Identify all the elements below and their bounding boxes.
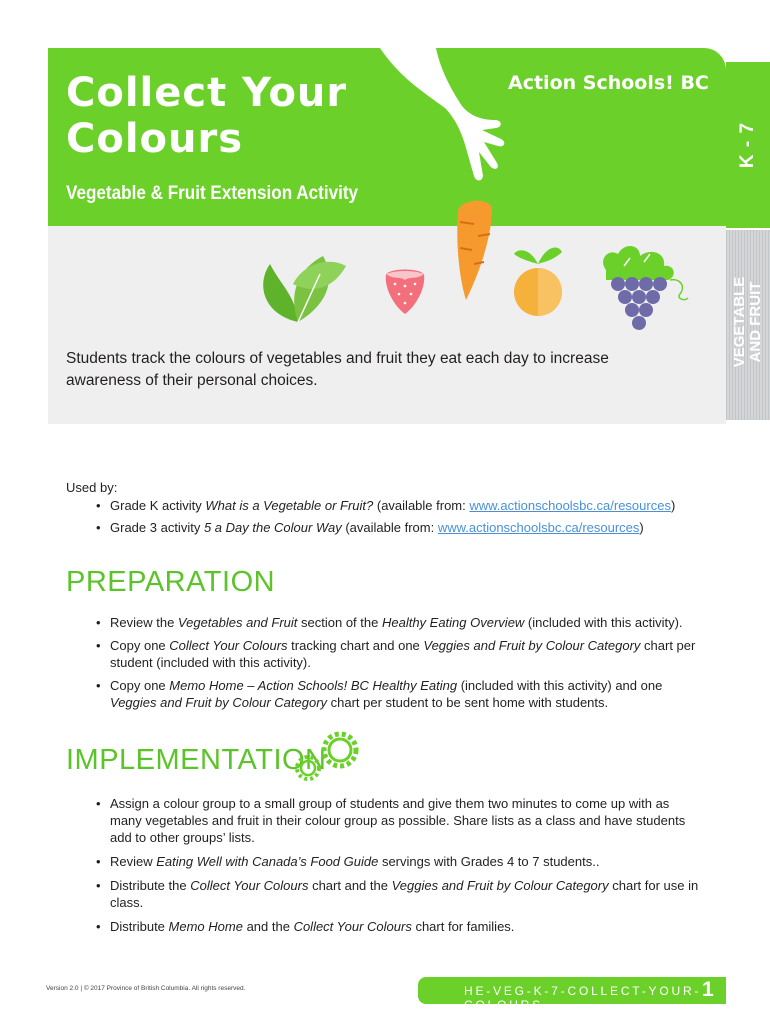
implementation-list xyxy=(92,795,702,942)
list-item: • Review the Vegetables and Fruit section of the Healthy Eating Overview (included with this activity). xyxy=(92,614,702,631)
list-item: • Review Eating Well with Canada’s Food Guide servings with Grades 4 to 7 students.. xyxy=(92,853,702,870)
carrot-icon xyxy=(444,178,504,303)
used-by-list xyxy=(92,497,692,541)
list-item: • Distribute the Collect Your Colours chart and the Veggies and Fruit by Colour Category chart for use in class. xyxy=(92,877,702,911)
page-title: Collect Your Colours xyxy=(66,70,348,162)
leaf-icon xyxy=(258,244,348,324)
grapes-icon xyxy=(594,240,696,340)
list-item: • Grade 3 activity 5 a Day the Colour Way (available from: www.actionschoolsbc.ca/resources) xyxy=(92,519,692,536)
strawberry-icon xyxy=(380,266,430,316)
list-item: • Grade K activity What is a Vegetable or Fruit? (available from: www.actionschoolsbc.ca/resources) xyxy=(92,497,692,514)
hand-illustration xyxy=(370,48,520,198)
gears-icon xyxy=(292,728,364,784)
list-item: • Distribute Memo Home and the Collect Your Colours chart for families. xyxy=(92,918,702,935)
resources-link[interactable]: www.actionschoolsbc.ca/resources xyxy=(437,520,640,535)
list-item: • Copy one Memo Home – Action Schools! BC Healthy Eating (included with this activity) and one Veggies and Fruit by Colour Category chart per student to be sent home with students. xyxy=(92,677,702,711)
used-by-label: Used by: xyxy=(66,480,118,495)
preparation-heading: PREPARATION xyxy=(66,566,276,598)
topic-tab-label: VEGETABLE AND FRUIT xyxy=(731,276,764,368)
subtitle: Vegetable & Fruit Extension Activity xyxy=(66,183,359,204)
implementation-heading: IMPLEMENTATION xyxy=(66,744,327,776)
grade-tab-label: K - 7 xyxy=(737,121,758,169)
brand-logo: Action Schools! BC xyxy=(508,72,709,94)
list-item: • Assign a colour group to a small group of students and give them two minutes to come up with as many vegetables and fruit in their colour group as possible. Share lists as a class and have students add to other groups’ lists. xyxy=(92,795,702,846)
orange-icon xyxy=(512,240,564,322)
footer-copyright: Version 2.0 | © 2017 Province of British Columbia. All rights reserved. xyxy=(46,985,246,992)
resources-link[interactable]: www.actionschoolsbc.ca/resources xyxy=(469,498,671,513)
intro-text: Students track the colours of vegetables and fruit they eat each day to increase awareness of their personal choices. xyxy=(66,350,609,389)
preparation-list xyxy=(92,614,702,717)
page-number: 1 xyxy=(702,978,714,1001)
document-code: HE-VEG-K-7-COLLECT-YOUR-COLOURS xyxy=(464,984,702,1012)
list-item: • Copy one Collect Your Colours tracking chart and one Veggies and Fruit by Colour Category chart per student (included with this activity). xyxy=(92,637,702,671)
